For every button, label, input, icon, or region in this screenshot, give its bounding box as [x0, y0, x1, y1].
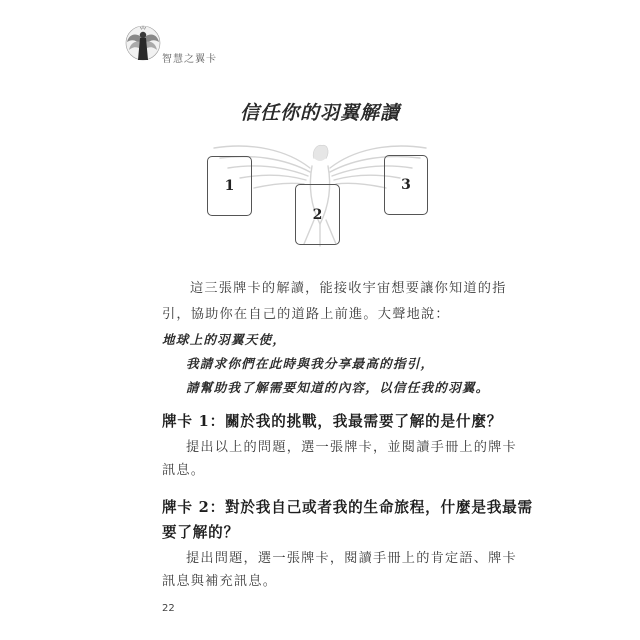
card2-heading-line-2: 要了解的？	[162, 524, 239, 541]
card-position-1	[207, 156, 252, 216]
card2-heading-line-1: 牌卡 2：對於我自己或者我的生命旅程，什麼是我最需	[162, 499, 533, 516]
intro-line-1: 這三張牌卡的解讀，能接收宇宙想要讓你知道的指	[190, 281, 507, 296]
card-number-3: 3	[401, 177, 411, 193]
card2-text-line-1: 提出問題，選一張牌卡，閱讀手冊上的肯定語、牌卡	[186, 551, 517, 566]
card-number-2: 2	[312, 206, 323, 223]
card1-heading: 牌卡 1：關於我的挑戰，我最需要了解的是什麼？	[162, 413, 503, 430]
intro-line-2: 引，協助你在自己的道路上前進。大聲地說：	[162, 307, 450, 322]
page-title: 信任你的羽翼解讀	[239, 102, 400, 124]
book-title-header: 智慧之翼卡	[162, 54, 217, 65]
card2-text-line-2: 訊息與補充訊息。	[162, 574, 278, 589]
card-number-1: 1	[224, 178, 235, 194]
card1-text-line-1: 提出以上的問題，選一張牌卡，並閱讀手冊上的牌卡	[186, 440, 517, 455]
page-number: 22	[162, 603, 175, 614]
card-position-3	[384, 155, 428, 215]
prayer-line-3: 請幫助我了解需要知道的內容，以信任我的羽翼。	[186, 380, 490, 395]
prayer-line-1: 地球上的羽翼天使，	[162, 332, 287, 347]
card-position-2	[295, 184, 340, 245]
winged-angel-logo-icon	[124, 22, 162, 68]
prayer-line-2: 我請求你們在此時與我分享最高的指引，	[186, 356, 435, 371]
card1-text-line-2: 訊息。	[162, 463, 206, 478]
